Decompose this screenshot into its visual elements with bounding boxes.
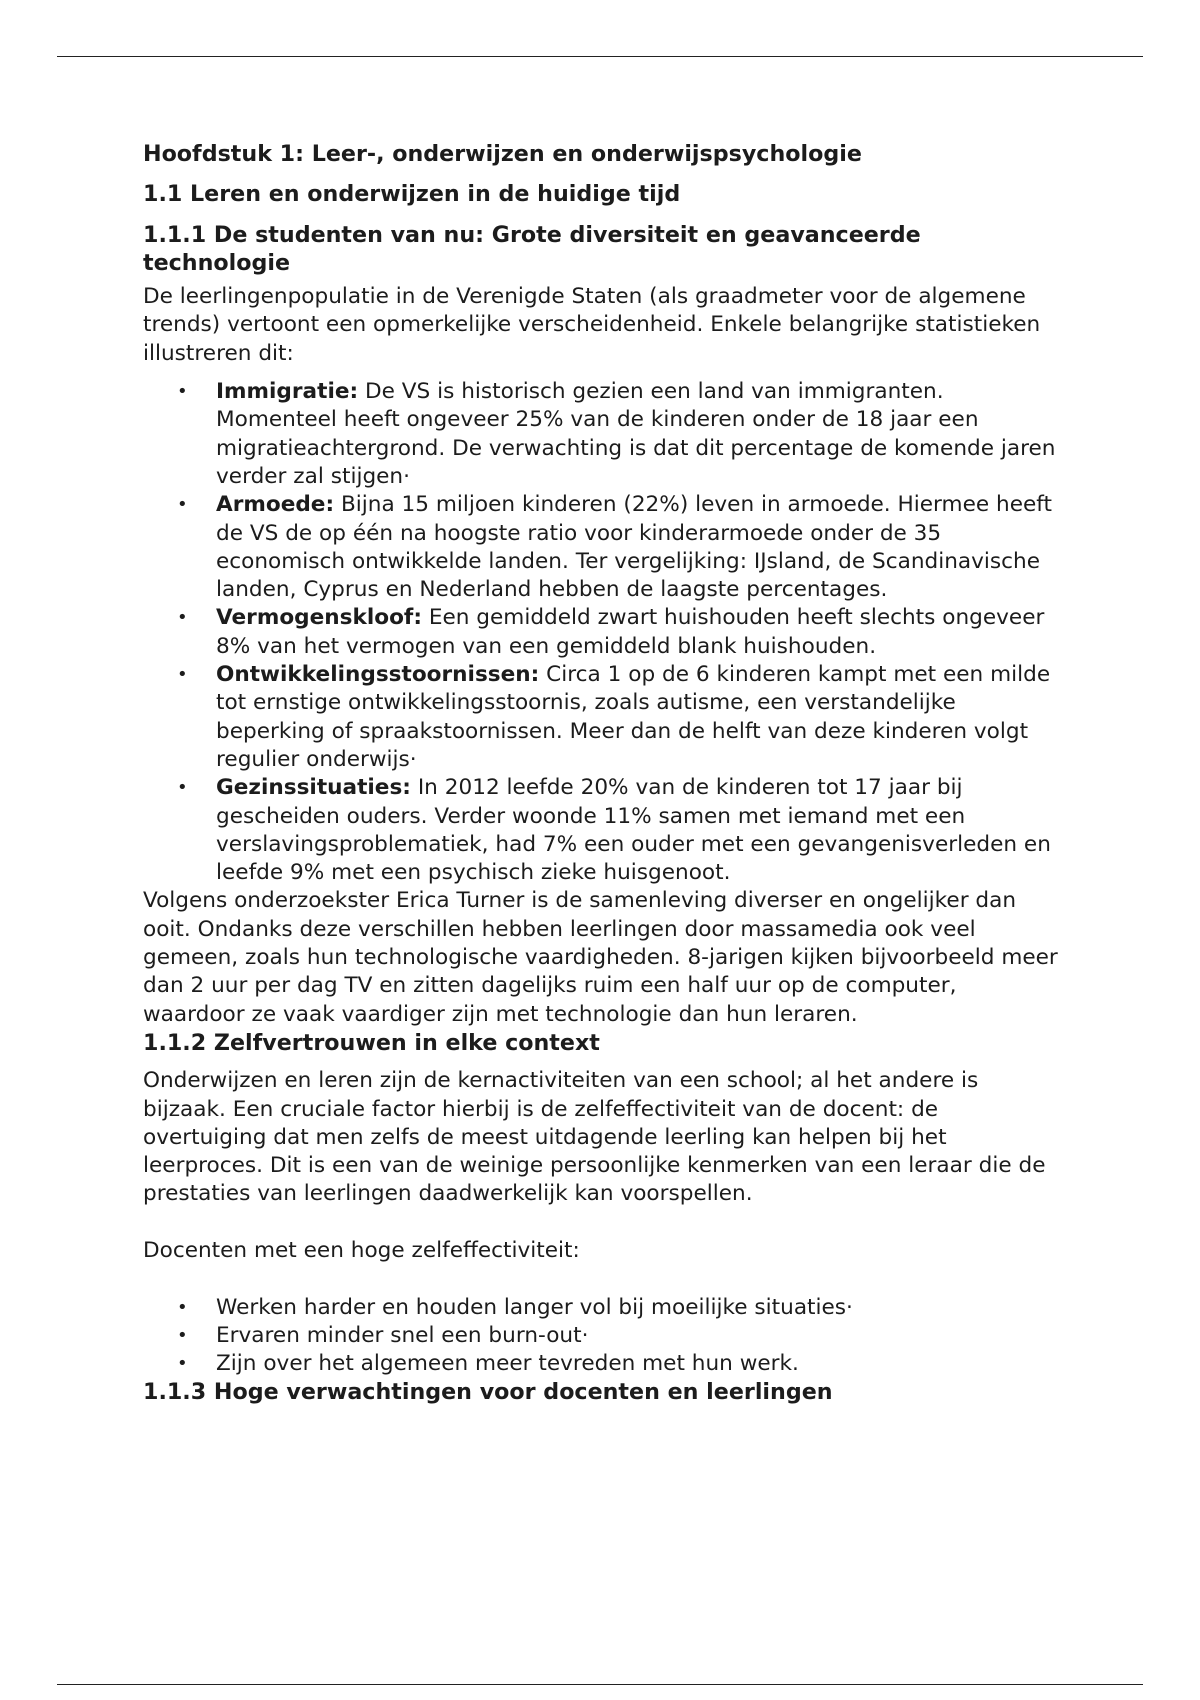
list-item-text: Een gemiddeld zwart huishouden heeft slechts ongeveer 8% van het vermogen van een gemiddeld blank huishouden. — [216, 605, 1045, 659]
list-item-lead: Gezinssituaties: — [216, 775, 411, 801]
bullet-icon: • — [177, 777, 188, 799]
list-item-text: Bijna 15 miljoen kinderen (22%) leven in armoede. Hiermee heeft de VS de op één na hoogste ratio voor kinderarmoede onder de 35 economisch ontwikkelde landen. Ter vergelijking: IJsland, de Scandinavische landen, Cyprus en Nederland hebben de laagste percentages. — [216, 492, 1052, 603]
list-item-text: Circa 1 op de 6 kinderen kampt met een milde tot ernstige ontwikkelingsstoornis, zoals autisme, een verstandelijke beperking of spraakstoornissen. Meer dan de helft van deze kinderen volgt regulier onderwijs· — [216, 662, 1051, 772]
list-item-text: De VS is historisch gezien een land van immigranten. Momenteel heeft ongeveer 25% van de kinderen onder de 18 jaar een migratieachtergrond. De verwachting is dat dit percentage de komende jaren verder zal stijgen· — [216, 379, 1056, 489]
closing-paragraph: Volgens onderzoekster Erica Turner is de samenleving diverser en ongelijker dan ooit. Ondanks deze verschillen hebben leerlingen door massamedia ook veel gemeen, zoals hun technologische vaardigheden. 8-jarigen kijken bijvoorbeeld meer dan 2 uur per dag TV en zitten dagelijks ruim een half uur op de computer, waardoor ze vaak vaardiger zijn met technologie dan hun leraren. — [143, 888, 1058, 1027]
bullet-icon: • — [177, 1324, 188, 1346]
bullet-icon: • — [177, 1296, 188, 1318]
list-item-lead: Vermogenskloof: — [216, 605, 422, 631]
bullet-icon: • — [177, 1353, 188, 1375]
intro-paragraph: De leerlingenpopulatie in de Verenigde Staten (als graadmeter voor de algemene trends) vertoont een opmerkelijke verscheidenheid. Enkele belangrijke statistieken illustreren dit: — [143, 284, 1041, 366]
list-item-lead: Immigratie: — [216, 379, 359, 405]
bullet-icon: • — [177, 494, 188, 516]
top-rule — [57, 56, 1143, 57]
section-heading-1-1-2: 1.1.2 Zelfvertrouwen in elke context — [143, 1029, 600, 1056]
list-item — [143, 1350, 1063, 1378]
efficacy-list — [143, 1294, 1063, 1379]
bullet-icon: • — [177, 607, 188, 629]
bullet-icon: • — [177, 381, 188, 403]
list-item — [143, 1294, 1063, 1322]
section-heading-1-1-3: 1.1.3 Hoge verwachtingen voor docenten en leerlingen — [143, 1379, 833, 1406]
list-item — [143, 378, 1063, 491]
list-item — [143, 1322, 1063, 1350]
list-item-text: Ervaren minder snel een burn-out· — [216, 1322, 589, 1348]
list-item-text: Werken harder en houden langer vol bij moeilijke situaties· — [216, 1294, 853, 1320]
list-item — [143, 491, 1063, 604]
section-heading-1-1-1: 1.1.1 De studenten van nu: Grote diversiteit en geavanceerde technologie — [143, 221, 921, 276]
list-item-text: In 2012 leefde 20% van de kinderen tot 17 jaar bij gescheiden ouders. Verder woonde 11% samen met iemand met een verslavingsproblematiek, had 7% een ouder met een gevangenisverleden en leefde 9% met een psychisch zieke huisgenoot. — [216, 775, 1051, 886]
document-body — [143, 140, 1063, 1407]
self-efficacy-paragraph: Onderwijzen en leren zijn de kernactiviteiten van een school; al het andere is bijzaak. Een cruciale factor hierbij is de zelfeffectiviteit van de docent: de overtuiging dat men zelfs de meest uitdagende leerling kan helpen bij het leerproces. Dit is een van de weinige persoonlijke kenmerken van een leraar die de prestaties van leerlingen daadwerkelijk kan voorspellen. — [143, 1068, 1046, 1207]
chapter-title: Hoofdstuk 1: Leer-, onderwijzen en onderwijspsychologie — [143, 141, 862, 167]
paragraph-spacer — [143, 1265, 1063, 1293]
bottom-rule — [57, 1684, 1143, 1685]
statistics-list — [143, 378, 1063, 887]
list-intro: Docenten met een hoge zelfeffectiviteit: — [143, 1237, 580, 1263]
section-heading-1-1: 1.1 Leren en onderwijzen in de huidige tijd — [143, 181, 681, 208]
list-item-lead: Armoede: — [216, 492, 335, 518]
paragraph-spacer — [143, 1209, 1063, 1237]
list-item-lead: Ontwikkelingsstoornissen: — [216, 662, 540, 688]
list-item — [143, 604, 1063, 661]
list-item-text: Zijn over het algemeen meer tevreden met hun werk. — [216, 1351, 799, 1377]
list-item — [143, 774, 1063, 887]
bullet-icon: • — [177, 664, 188, 686]
list-item — [143, 661, 1063, 774]
